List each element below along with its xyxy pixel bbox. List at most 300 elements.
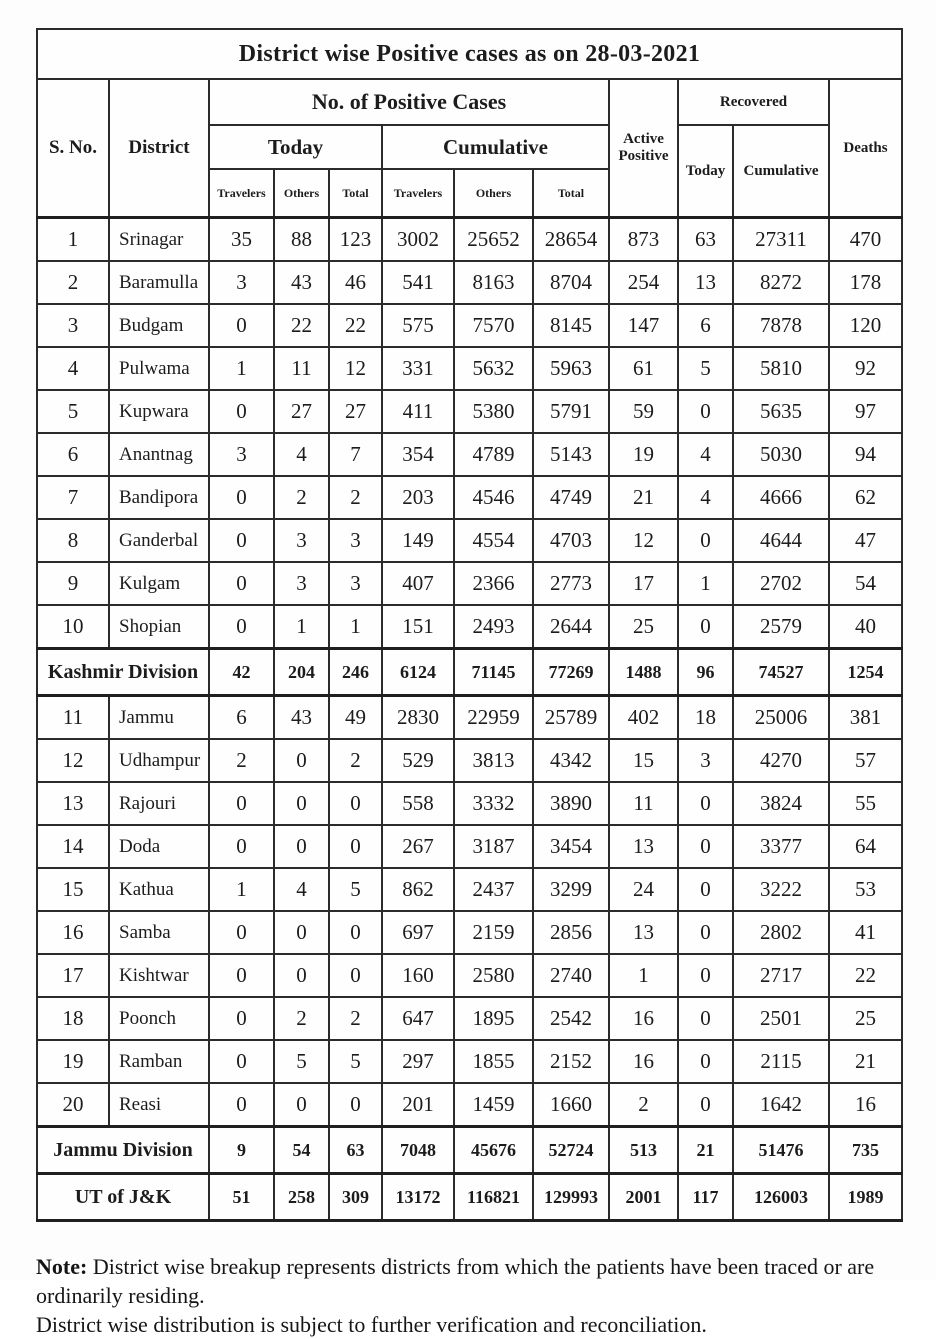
- header-recovered-today: Today: [678, 125, 733, 218]
- row-value: 402: [609, 696, 678, 740]
- table-row: [37, 562, 902, 605]
- row-value: 4789: [454, 433, 533, 476]
- row-value: 541: [382, 261, 454, 304]
- row-sno: 9: [37, 562, 109, 605]
- row-value: 25006: [733, 696, 829, 740]
- row-value: 1: [678, 562, 733, 605]
- row-value: 4666: [733, 476, 829, 519]
- row-value: 3454: [533, 825, 609, 868]
- row-value: 0: [274, 825, 329, 868]
- row-district: Poonch: [109, 997, 209, 1040]
- row-value: 88: [274, 218, 329, 262]
- header-today-others: Others: [274, 169, 329, 218]
- row-value: 43: [274, 261, 329, 304]
- row-value: 0: [274, 954, 329, 997]
- row-sno: 13: [37, 782, 109, 825]
- row-value: 254: [609, 261, 678, 304]
- row-value: 2366: [454, 562, 533, 605]
- row-value: 123: [329, 218, 382, 262]
- table-row: [37, 304, 902, 347]
- row-value: 0: [329, 825, 382, 868]
- row-value: 6: [209, 696, 274, 740]
- row-value: 2644: [533, 605, 609, 649]
- row-value: 5: [329, 868, 382, 911]
- row-value: 51476: [733, 1127, 829, 1174]
- row-value: 2501: [733, 997, 829, 1040]
- row-value: 2702: [733, 562, 829, 605]
- row-value: 0: [209, 911, 274, 954]
- header-cumulative-others: Others: [454, 169, 533, 218]
- row-value: 3002: [382, 218, 454, 262]
- row-value: 0: [678, 1040, 733, 1083]
- row-value: 4: [678, 476, 733, 519]
- row-value: 5810: [733, 347, 829, 390]
- row-value: 1: [329, 605, 382, 649]
- row-value: 35: [209, 218, 274, 262]
- row-value: 63: [678, 218, 733, 262]
- row-value: 3: [678, 739, 733, 782]
- row-value: 204: [274, 649, 329, 696]
- row-value: 0: [329, 1083, 382, 1127]
- row-value: 6: [678, 304, 733, 347]
- row-value: 47: [829, 519, 902, 562]
- table-body: [37, 218, 902, 1221]
- row-value: 1895: [454, 997, 533, 1040]
- row-value: 0: [209, 390, 274, 433]
- row-value: 0: [209, 954, 274, 997]
- row-sno: 14: [37, 825, 109, 868]
- row-value: 258: [274, 1174, 329, 1221]
- row-value: 3377: [733, 825, 829, 868]
- row-value: 15: [609, 739, 678, 782]
- header-sno: S. No.: [37, 79, 109, 218]
- row-value: 13172: [382, 1174, 454, 1221]
- row-value: 0: [678, 390, 733, 433]
- row-value: 0: [209, 605, 274, 649]
- row-sno: 7: [37, 476, 109, 519]
- row-value: 53: [829, 868, 902, 911]
- row-sno: 17: [37, 954, 109, 997]
- row-value: 3813: [454, 739, 533, 782]
- row-sno: 15: [37, 868, 109, 911]
- row-district: Kulgam: [109, 562, 209, 605]
- row-value: 3: [329, 519, 382, 562]
- row-value: 647: [382, 997, 454, 1040]
- row-district: Doda: [109, 825, 209, 868]
- header-cumulative-travelers: Travelers: [382, 169, 454, 218]
- row-value: 5791: [533, 390, 609, 433]
- row-district: Ganderbal: [109, 519, 209, 562]
- row-value: 27: [329, 390, 382, 433]
- header-row-1: [37, 79, 902, 125]
- row-value: 2152: [533, 1040, 609, 1083]
- row-district: Kupwara: [109, 390, 209, 433]
- row-value: 25652: [454, 218, 533, 262]
- summary-label: Jammu Division: [37, 1127, 209, 1174]
- table-row: [37, 1083, 902, 1127]
- row-value: 2: [274, 476, 329, 519]
- row-value: 0: [678, 1083, 733, 1127]
- row-value: 77269: [533, 649, 609, 696]
- row-value: 735: [829, 1127, 902, 1174]
- row-value: 4749: [533, 476, 609, 519]
- header-positive-cases: No. of Positive Cases: [209, 79, 609, 125]
- row-value: 64: [829, 825, 902, 868]
- row-value: 1488: [609, 649, 678, 696]
- row-district: Jammu: [109, 696, 209, 740]
- row-value: 63: [329, 1127, 382, 1174]
- header-today-total: Total: [329, 169, 382, 218]
- row-value: 19: [609, 433, 678, 476]
- row-value: 71145: [454, 649, 533, 696]
- row-value: 22959: [454, 696, 533, 740]
- row-value: 3: [329, 562, 382, 605]
- row-value: 21: [609, 476, 678, 519]
- row-district: Pulwama: [109, 347, 209, 390]
- table-title: District wise Positive cases as on 28-03-2021: [37, 29, 902, 79]
- header-cumulative: Cumulative: [382, 125, 609, 169]
- header-deaths: Deaths: [829, 79, 902, 218]
- row-value: 0: [274, 739, 329, 782]
- table-row: [37, 476, 902, 519]
- row-value: 0: [678, 519, 733, 562]
- row-value: 2: [329, 476, 382, 519]
- row-value: 16: [829, 1083, 902, 1127]
- row-value: 331: [382, 347, 454, 390]
- row-value: 0: [209, 562, 274, 605]
- row-value: 12: [609, 519, 678, 562]
- row-sno: 19: [37, 1040, 109, 1083]
- row-value: 5143: [533, 433, 609, 476]
- table-row: [37, 739, 902, 782]
- row-value: 3: [274, 519, 329, 562]
- row-value: 61: [609, 347, 678, 390]
- row-value: 16: [609, 997, 678, 1040]
- row-value: 54: [829, 562, 902, 605]
- row-value: 24: [609, 868, 678, 911]
- row-value: 2001: [609, 1174, 678, 1221]
- row-value: 0: [678, 997, 733, 1040]
- row-value: 7570: [454, 304, 533, 347]
- row-value: 0: [209, 519, 274, 562]
- row-value: 5632: [454, 347, 533, 390]
- row-value: 40: [829, 605, 902, 649]
- table-row: [37, 605, 902, 649]
- row-value: 12: [329, 347, 382, 390]
- table-row: [37, 997, 902, 1040]
- row-value: 8163: [454, 261, 533, 304]
- row-district: Kishtwar: [109, 954, 209, 997]
- summary-row: [37, 1174, 902, 1221]
- row-value: 8704: [533, 261, 609, 304]
- row-value: 1459: [454, 1083, 533, 1127]
- row-value: 2: [609, 1083, 678, 1127]
- table-row: [37, 782, 902, 825]
- row-value: 3222: [733, 868, 829, 911]
- row-value: 297: [382, 1040, 454, 1083]
- table-row: [37, 261, 902, 304]
- row-sno: 12: [37, 739, 109, 782]
- row-district: Budgam: [109, 304, 209, 347]
- positive-cases-table: [36, 28, 903, 1222]
- row-sno: 3: [37, 304, 109, 347]
- row-value: 11: [609, 782, 678, 825]
- row-value: 178: [829, 261, 902, 304]
- row-district: Baramulla: [109, 261, 209, 304]
- header-today: Today: [209, 125, 382, 169]
- row-value: 117: [678, 1174, 733, 1221]
- row-value: 411: [382, 390, 454, 433]
- row-value: 1: [274, 605, 329, 649]
- row-value: 92: [829, 347, 902, 390]
- row-value: 0: [678, 782, 733, 825]
- row-value: 0: [678, 868, 733, 911]
- row-sno: 8: [37, 519, 109, 562]
- row-value: 8272: [733, 261, 829, 304]
- row-value: 54: [274, 1127, 329, 1174]
- row-value: 0: [209, 997, 274, 1040]
- row-value: 513: [609, 1127, 678, 1174]
- row-value: 2437: [454, 868, 533, 911]
- row-value: 11: [274, 347, 329, 390]
- table-row: [37, 696, 902, 740]
- row-value: 3: [209, 261, 274, 304]
- row-district: Udhampur: [109, 739, 209, 782]
- row-value: 3187: [454, 825, 533, 868]
- summary-row: [37, 649, 902, 696]
- header-cumulative-total: Total: [533, 169, 609, 218]
- row-district: Srinagar: [109, 218, 209, 262]
- row-value: 4: [678, 433, 733, 476]
- row-value: 2580: [454, 954, 533, 997]
- row-sno: 4: [37, 347, 109, 390]
- header-district: District: [109, 79, 209, 218]
- row-district: Anantnag: [109, 433, 209, 476]
- row-value: 41: [829, 911, 902, 954]
- header-recovered-cumulative: Cumulative: [733, 125, 829, 218]
- row-value: 7048: [382, 1127, 454, 1174]
- row-district: Reasi: [109, 1083, 209, 1127]
- row-value: 3299: [533, 868, 609, 911]
- row-value: 3: [274, 562, 329, 605]
- row-value: 0: [274, 1083, 329, 1127]
- row-value: 1642: [733, 1083, 829, 1127]
- row-value: 74527: [733, 649, 829, 696]
- row-value: 5: [329, 1040, 382, 1083]
- row-value: 120: [829, 304, 902, 347]
- row-value: 7878: [733, 304, 829, 347]
- row-value: 5: [274, 1040, 329, 1083]
- row-value: 25789: [533, 696, 609, 740]
- row-value: 17: [609, 562, 678, 605]
- row-value: 94: [829, 433, 902, 476]
- row-value: 13: [609, 825, 678, 868]
- row-value: 862: [382, 868, 454, 911]
- row-value: 1660: [533, 1083, 609, 1127]
- note-text-1: District wise breakup represents districts from which the patients have been traced or are ordinarily residing.: [36, 1254, 875, 1309]
- row-value: 25: [829, 997, 902, 1040]
- row-value: 203: [382, 476, 454, 519]
- row-value: 0: [274, 782, 329, 825]
- row-sno: 5: [37, 390, 109, 433]
- note: [36, 1252, 914, 1339]
- note-label: Note:: [36, 1254, 88, 1279]
- row-value: 575: [382, 304, 454, 347]
- row-value: 697: [382, 911, 454, 954]
- row-value: 3824: [733, 782, 829, 825]
- table-row: [37, 347, 902, 390]
- row-value: 470: [829, 218, 902, 262]
- row-value: 873: [609, 218, 678, 262]
- row-value: 201: [382, 1083, 454, 1127]
- row-district: Bandipora: [109, 476, 209, 519]
- row-sno: 16: [37, 911, 109, 954]
- row-value: 2717: [733, 954, 829, 997]
- row-value: 55: [829, 782, 902, 825]
- summary-label: UT of J&K: [37, 1174, 209, 1221]
- header-recovered: Recovered: [678, 79, 829, 125]
- row-sno: 6: [37, 433, 109, 476]
- note-text-2: District wise distribution is subject to further verification and reconciliation.: [36, 1312, 707, 1338]
- row-value: 4342: [533, 739, 609, 782]
- row-value: 0: [678, 825, 733, 868]
- row-value: 42: [209, 649, 274, 696]
- row-value: 5030: [733, 433, 829, 476]
- row-value: 2579: [733, 605, 829, 649]
- header-today-travelers: Travelers: [209, 169, 274, 218]
- row-value: 4: [274, 433, 329, 476]
- row-sno: 18: [37, 997, 109, 1040]
- row-value: 4546: [454, 476, 533, 519]
- row-value: 18: [678, 696, 733, 740]
- row-value: 381: [829, 696, 902, 740]
- row-value: 52724: [533, 1127, 609, 1174]
- row-value: 2856: [533, 911, 609, 954]
- row-value: 0: [209, 782, 274, 825]
- table-row: [37, 519, 902, 562]
- table-row: [37, 1040, 902, 1083]
- row-value: 2115: [733, 1040, 829, 1083]
- row-value: 2802: [733, 911, 829, 954]
- row-value: 0: [209, 1083, 274, 1127]
- row-value: 0: [329, 954, 382, 997]
- table-row: [37, 390, 902, 433]
- row-value: 27: [274, 390, 329, 433]
- row-value: 25: [609, 605, 678, 649]
- row-value: 0: [209, 476, 274, 519]
- title-row: [37, 29, 902, 79]
- row-value: 0: [209, 1040, 274, 1083]
- row-district: Ramban: [109, 1040, 209, 1083]
- row-value: 147: [609, 304, 678, 347]
- row-value: 0: [678, 911, 733, 954]
- row-value: 4554: [454, 519, 533, 562]
- row-value: 13: [609, 911, 678, 954]
- row-value: 4270: [733, 739, 829, 782]
- row-value: 59: [609, 390, 678, 433]
- row-value: 5963: [533, 347, 609, 390]
- row-sno: 1: [37, 218, 109, 262]
- row-value: 126003: [733, 1174, 829, 1221]
- summary-label: Kashmir Division: [37, 649, 209, 696]
- row-value: 16: [609, 1040, 678, 1083]
- row-value: 3: [209, 433, 274, 476]
- row-value: 2830: [382, 696, 454, 740]
- row-value: 96: [678, 649, 733, 696]
- row-value: 0: [329, 911, 382, 954]
- row-district: Rajouri: [109, 782, 209, 825]
- row-value: 5635: [733, 390, 829, 433]
- row-sno: 10: [37, 605, 109, 649]
- row-value: 246: [329, 649, 382, 696]
- row-value: 151: [382, 605, 454, 649]
- row-value: 0: [678, 954, 733, 997]
- row-value: 22: [829, 954, 902, 997]
- row-value: 309: [329, 1174, 382, 1221]
- row-value: 46: [329, 261, 382, 304]
- row-value: 57: [829, 739, 902, 782]
- row-value: 27311: [733, 218, 829, 262]
- row-value: 1855: [454, 1040, 533, 1083]
- row-sno: 11: [37, 696, 109, 740]
- row-value: 0: [274, 911, 329, 954]
- row-value: 43: [274, 696, 329, 740]
- row-value: 97: [829, 390, 902, 433]
- row-value: 8145: [533, 304, 609, 347]
- row-value: 3332: [454, 782, 533, 825]
- row-value: 558: [382, 782, 454, 825]
- row-value: 62: [829, 476, 902, 519]
- table-row: [37, 911, 902, 954]
- row-value: 21: [678, 1127, 733, 1174]
- row-value: 1: [609, 954, 678, 997]
- row-value: 2: [274, 997, 329, 1040]
- row-value: 2740: [533, 954, 609, 997]
- table-row: [37, 218, 902, 262]
- row-value: 2773: [533, 562, 609, 605]
- row-value: 22: [329, 304, 382, 347]
- row-value: 51: [209, 1174, 274, 1221]
- row-value: 267: [382, 825, 454, 868]
- row-value: 2159: [454, 911, 533, 954]
- summary-row: [37, 1127, 902, 1174]
- row-value: 28654: [533, 218, 609, 262]
- row-sno: 2: [37, 261, 109, 304]
- row-value: 2493: [454, 605, 533, 649]
- row-value: 49: [329, 696, 382, 740]
- row-value: 1: [209, 347, 274, 390]
- row-value: 160: [382, 954, 454, 997]
- header-active-positive: Active Positive: [609, 79, 678, 218]
- row-value: 129993: [533, 1174, 609, 1221]
- table-row: [37, 954, 902, 997]
- row-value: 1: [209, 868, 274, 911]
- row-district: Samba: [109, 911, 209, 954]
- row-value: 7: [329, 433, 382, 476]
- row-value: 2542: [533, 997, 609, 1040]
- row-value: 407: [382, 562, 454, 605]
- row-value: 529: [382, 739, 454, 782]
- row-value: 22: [274, 304, 329, 347]
- row-value: 2: [329, 739, 382, 782]
- row-value: 9: [209, 1127, 274, 1174]
- row-district: Kathua: [109, 868, 209, 911]
- row-value: 4: [274, 868, 329, 911]
- row-value: 0: [678, 605, 733, 649]
- row-value: 13: [678, 261, 733, 304]
- table-row: [37, 868, 902, 911]
- row-value: 5380: [454, 390, 533, 433]
